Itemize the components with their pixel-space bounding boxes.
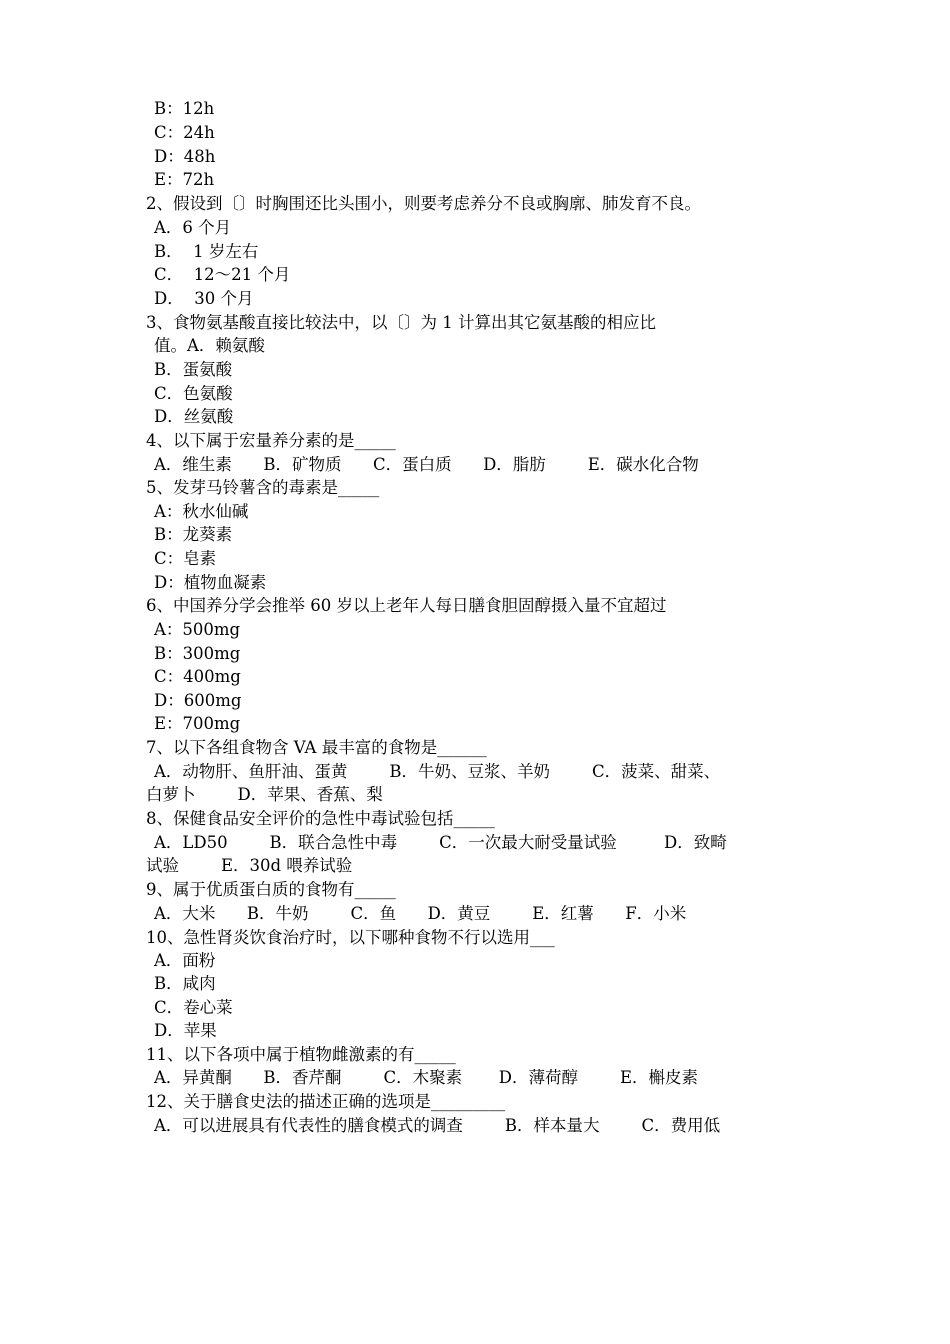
option-line: 白萝卜 D．苹果、香蕉、梨 — [146, 785, 383, 804]
option-line: A．LD50 B．联合急性中毒 C．一次最大耐受量试验 D．致畸 — [154, 833, 727, 852]
option-line: A：500mg — [154, 620, 241, 639]
question-line: 8、保健食品安全评价的急性中毒试验包括_____ — [146, 809, 495, 828]
option-line: D． 30 个月 — [154, 289, 254, 308]
option-line: A．维生素 B．矿物质 C．蛋白质 D．脂肪 E．碳水化合物 — [154, 455, 699, 474]
question-line: 3、食物氨基酸直接比较法中，以〔〕为 1 计算出其它氨基酸的相应比 — [146, 313, 656, 332]
option-line: A．6 个月 — [154, 218, 232, 237]
option-line: C． 12～21 个月 — [154, 265, 291, 284]
option-line: C：24h — [154, 123, 215, 142]
option-line: C：皂素 — [154, 549, 217, 568]
question-line: 值。A．赖氨酸 — [154, 336, 265, 355]
option-line: D．丝氨酸 — [154, 407, 234, 426]
option-line: A．可以进展具有代表性的膳食模式的调查 B．样本量大 C．费用低 — [154, 1116, 721, 1135]
option-line: E：700mg — [154, 714, 241, 733]
option-line: B． 1 岁左右 — [154, 242, 259, 261]
question-line: 2、假设到〔〕时胸围还比头围小，则要考虑养分不良或胸廓、肺发育不良。 — [146, 194, 701, 213]
option-line: E：72h — [154, 170, 215, 189]
question-line: 10、急性肾炎饮食治疗时，以下哪种食物不行以选用___ — [146, 928, 555, 947]
option-line: B：12h — [154, 99, 215, 118]
option-line: B：龙葵素 — [154, 525, 233, 544]
option-line: D．苹果 — [154, 1021, 217, 1040]
question-line: 9、属于优质蛋白质的食物有_____ — [146, 880, 396, 899]
question-line: 4、以下属于宏量养分素的是_____ — [146, 431, 396, 450]
question-line: 11、以下各项中属于植物雌激素的有_____ — [146, 1045, 456, 1064]
option-line: C：400mg — [154, 667, 241, 686]
question-line: 7、以下各组食物含 VA 最丰富的食物是______ — [146, 738, 487, 757]
option-line: A．面粉 — [154, 951, 216, 970]
option-line: A．动物肝、鱼肝油、蛋黄 B．牛奶、豆浆、羊奶 C．菠菜、甜菜、 — [154, 762, 721, 781]
question-line: 5、发芽马铃薯含的毒素是_____ — [146, 478, 380, 497]
option-line: D：48h — [154, 147, 216, 166]
option-line: 试验 E．30d 喂养试验 — [146, 856, 353, 875]
question-line: 12、关于膳食史法的描述正确的选项是_________ — [146, 1092, 506, 1111]
option-line: A．异黄酮 B．香芹酮 C．木聚素 D．薄荷醇 E．槲皮素 — [154, 1068, 699, 1087]
option-line: D：植物血凝素 — [154, 573, 267, 592]
option-line: C．色氨酸 — [154, 384, 233, 403]
question-line: 6、中国养分学会推举 60 岁以上老年人每日膳食胆固醇摄入量不宜超过 — [146, 596, 667, 615]
option-line: C．卷心菜 — [154, 998, 233, 1017]
option-line: A．大米 B．牛奶 C．鱼 D．黄豆 E．红薯 F．小米 — [154, 904, 687, 923]
option-line: B．蛋氨酸 — [154, 360, 233, 379]
option-line: B：300mg — [154, 644, 241, 663]
option-line: A：秋水仙碱 — [154, 502, 249, 521]
option-line: D：600mg — [154, 691, 242, 710]
option-line: B．咸肉 — [154, 974, 216, 993]
